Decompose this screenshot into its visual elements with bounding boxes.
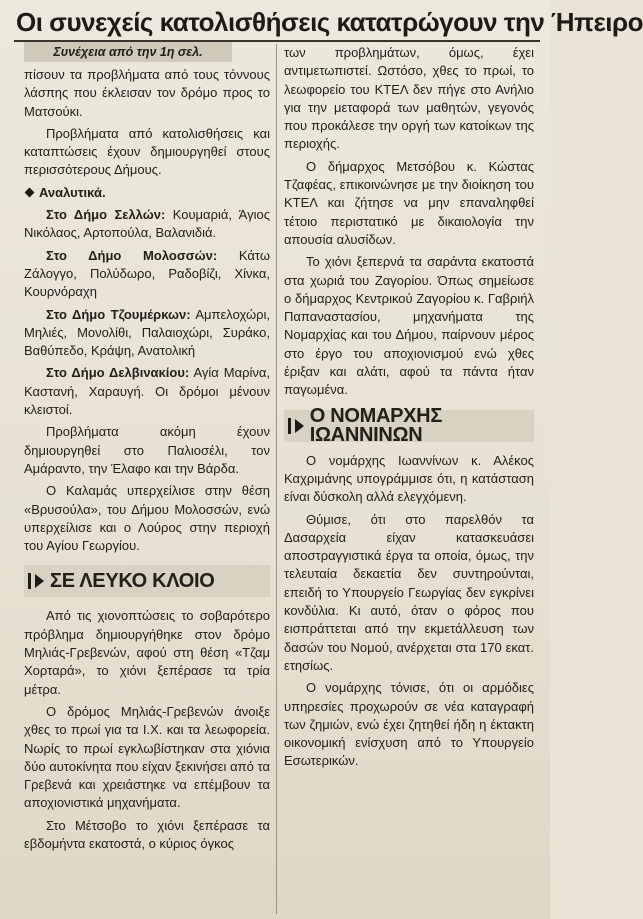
municipality-paragraph <box>24 247 270 302</box>
municipality-villages: Αγία Μαρίνα, Καστανή, Χαραυγή. Οι δρόμοι μένουν κλειστοί. <box>24 365 270 418</box>
municipality-paragraph <box>24 364 270 419</box>
paragraph: Από τις χιονοπτώσεις το σοβαρότερο πρόβλημα δημιουργήθηκε στον δρόμο Μηλιάς-Γρεβενών, αφού στη θέση «Τζαμ Χορταρά», το χιόνι ξεπέρασε τα τρία μέτρα. <box>24 608 270 697</box>
municipality-paragraph <box>24 306 270 361</box>
paragraph: Θύμισε, ότι στο παρελθόν τα Δασαρχεία είχαν κατασκευάσει αποστραγγιστικά έργα τα οποία, όμως, την τελευταία δεκαετία δεν συντηρούνται, επειδή το Υπουργείο Γεωργίας δεν εγκρίνει κονδύλια. Κι αυτό, όταν ο φόρος που εισπράττεται από την εκμετάλλευση των δασών του Νομού, ανέρχεται στα 170 εκατ. ετησίως. <box>284 511 534 673</box>
municipality-paragraph <box>24 206 270 243</box>
paragraph: Ο δήμαρχος Μετσόβου κ. Κώστας Τζαφέας, επικοινώνησε με την διοίκηση του ΚΤΕΛ και ζήτησε να μην επαναληφθεί τέτοιο περιστατικό με δικαιολογία την απουσία αλυσίδων. <box>284 158 534 247</box>
subheading <box>284 405 534 446</box>
paragraph: Προβλήματα ακόμη έχουν δημιουργηθεί στο Παλιοσέλι, τον Αμάραντο, την Έλαφο και την Βάρδα. <box>24 424 270 476</box>
paragraph: Προβλήματα από κατολισθήσεις και καταπτώσεις έχουν δημιουργηθεί στους περισσότερους Δήμους. <box>24 125 270 178</box>
subheading-arrow-icon <box>35 574 44 588</box>
paragraph: πίσουν τα προβλήματα από τους τόννους λάσπης που έκλεισαν τον δρόμο προς το Ματσούκι. <box>24 67 270 119</box>
paragraph: Ο νομάρχης τόνισε, ότι οι αρμόδιες υπηρεσίες προχωρούν σε νέα καταγραφή των ζημιών, ενώ έχει ζητηθεί ήδη η έκτακτη οικονομική ενίσχυση από το Υπουργείο Εσωτερικών. <box>284 680 534 769</box>
subheading-text: ΣΕ ΛΕΥΚΟ ΚΛΟΙΟ <box>50 570 215 593</box>
continued-label: Συνέχεια από την 1η σελ. <box>24 42 232 62</box>
municipality-villages: Αμπελοχώρι, Μηλιές, Μονολίθι, Παλαιοχώρι, Συράκο, Βαθύπεδο, Κράψη, Ανατολική <box>24 306 270 359</box>
paragraph: Ο Καλαμάς υπερχείλισε στην θέση «Βρυσούλα», του Δήμου Μολοσσών, ενώ υπερχείλισε και ο Λούρος στην περιοχή του Αγίου Γεωργίου. <box>24 483 270 554</box>
details-heading <box>24 184 270 202</box>
column-divider <box>276 44 277 914</box>
subheading-bar-icon <box>28 573 31 589</box>
municipality-label: Στο Δήμο Τζουμέρκων: <box>46 306 191 322</box>
municipality-label: Στο Δήμο Μολοσσών: <box>46 247 218 263</box>
subheading-bar-icon <box>288 418 291 434</box>
municipality-label: Στο Δήμο Σελλών: <box>46 207 166 223</box>
paragraph: Το χιόνι ξεπερνά τα σαράντα εκατοστά στα χωριά του Ζαγορίου. Όπως σημείωσε ο δήμαρχος Κεντρικού Ζαγορίου κ. Γαβριήλ Παπαναστασίου, μηχανήματα της Νομαρχίας και του Δήμου, παίρνουν μέρος στο έργο του αποχιονισμού ενώ χθες έριξαν και αλάτι, αφού τα πάντα ήταν παγωμένα. <box>284 254 534 398</box>
subheading-arrow-icon <box>295 419 304 433</box>
paragraph: Ο δρόμος Μηλιάς-Γρεβενών άνοιξε χθες το πρωί για τα Ι.Χ. και τα λεωφορεία. Νωρίς το πρωί εγκλωβίστηκαν στα χιόνια δύο αυτοκίνητα που είχαν ξεκινήσει από τα Γρεβενά και χρειάστηκε να επέμβουν τα αποχιονιστικά μηχανήματα. <box>24 703 270 811</box>
right-column <box>284 44 534 775</box>
subheading-text: Ο ΝΟΜΑΡΧΗΣ ΙΩΑΝΝΙΝΩΝ <box>309 405 443 446</box>
diamond-bullet-icon <box>25 187 35 197</box>
left-column <box>24 44 270 857</box>
municipality-villages: Κάτω Ζάλογγο, Πολύδωρο, Ραδοβίζι, Χίνκα, Κουρνόραχη <box>24 247 270 300</box>
paragraph: Ο νομάρχης Ιωαννίνων κ. Αλέκος Καχριμάνης υπογράμμισε ότι, η κατάσταση είναι δύσκολη αλλά ελεγχόμενη. <box>284 452 534 505</box>
paragraph: Στο Μέτσοβο το χιόνι ξεπέρασε τα εβδομήντα εκατοστά, ο κύριος όγκος <box>24 817 270 851</box>
municipality-villages: Κουμαριά, Άγιος Νικόλαος, Αρτοπούλα, Βαλανιδιά. <box>24 207 270 241</box>
details-heading-text: Αναλυτικά. <box>39 184 106 200</box>
headline: Οι συνεχείς κατολισθήσεις κατατρώγουν την Ήπειρο <box>16 7 643 37</box>
municipality-label: Στο Δήμο Δελβινακίου: <box>46 365 190 381</box>
paragraph: των προβλημάτων, όμως, έχει αντιμετωπιστεί. Ωστόσο, χθες το πρωί, το λεωφορείο του ΚΤΕΛ δεν πήγε στο Ανήλιο για την μεταφορά των μαθητών, γεγονός που προκάλεσε την οργή των κατοίκων της περιοχής. <box>284 45 534 152</box>
subheading <box>24 565 270 597</box>
